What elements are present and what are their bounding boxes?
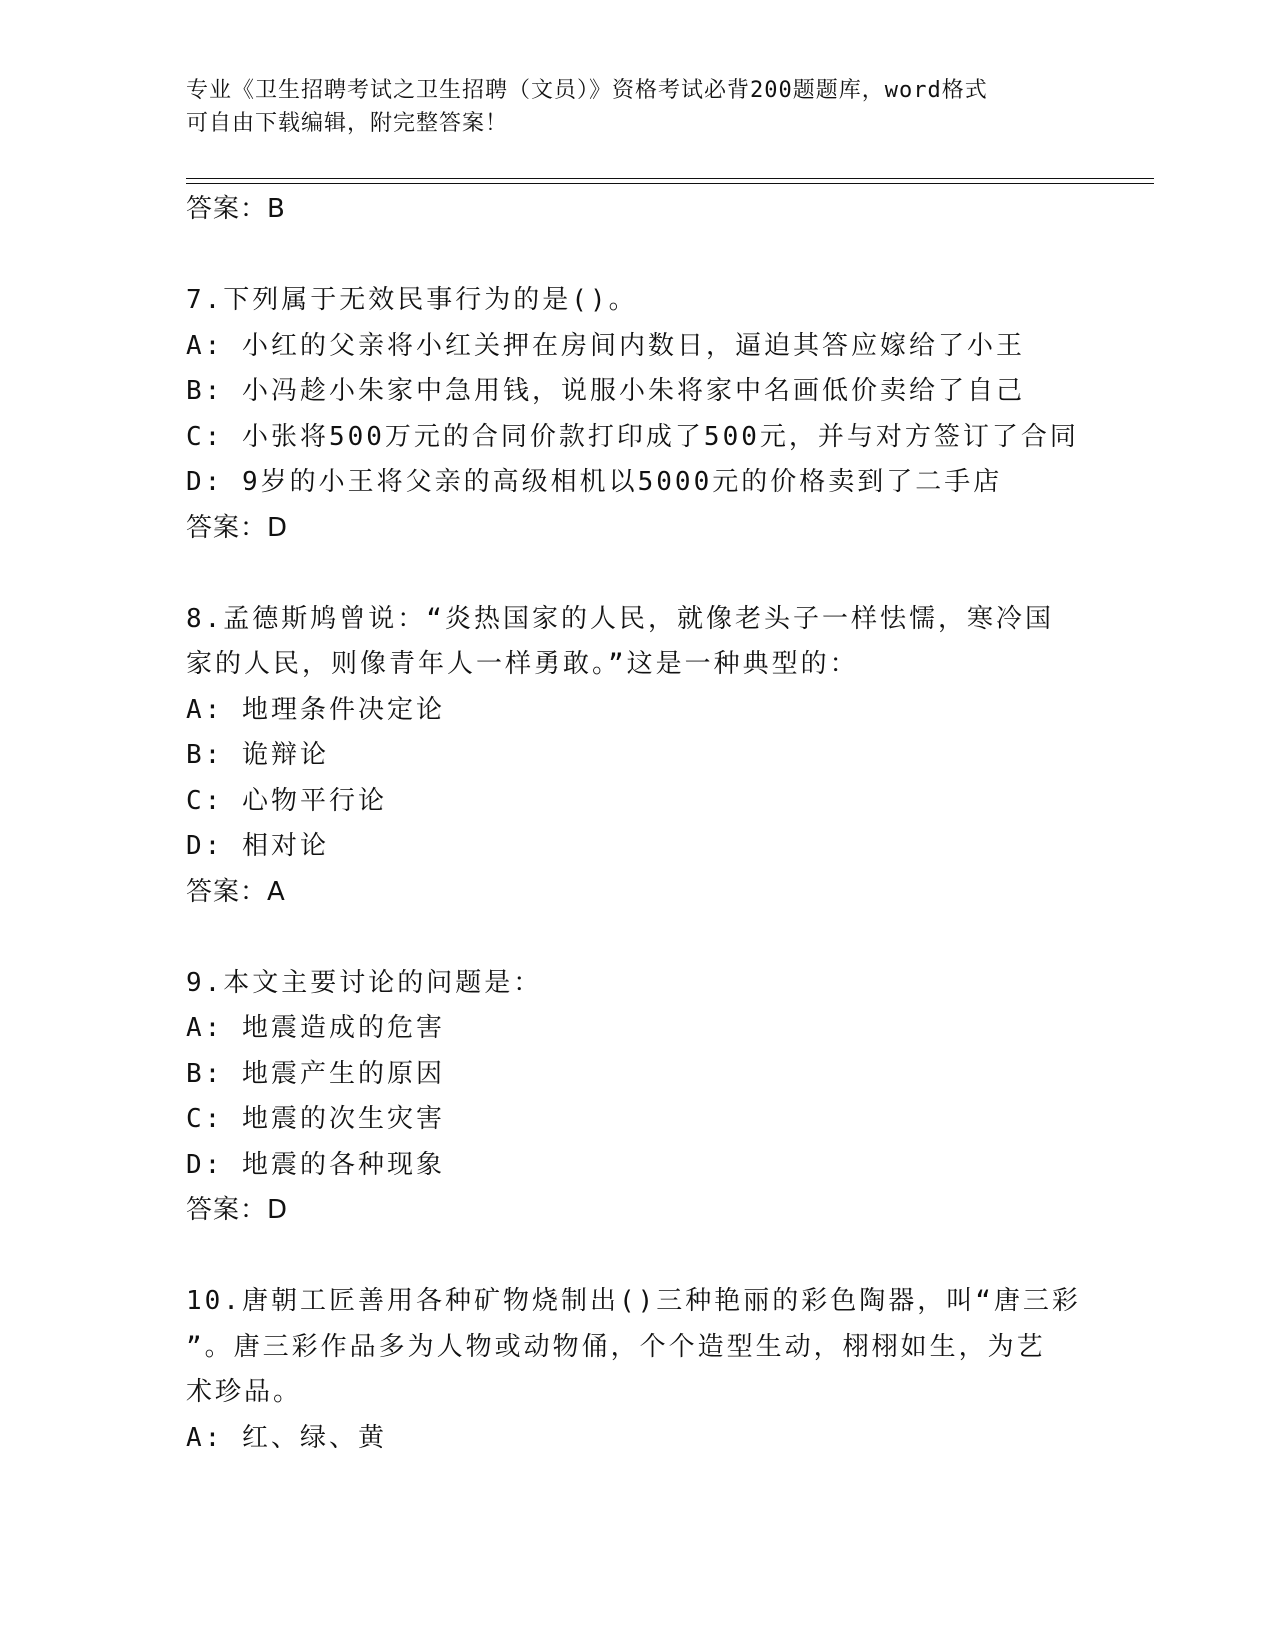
answer: 答案：D bbox=[186, 512, 289, 543]
header-divider-top bbox=[186, 178, 1154, 179]
option-c: C: 心物平行论 bbox=[186, 785, 387, 816]
question-8 bbox=[186, 597, 1086, 916]
option-d: D: 相对论 bbox=[186, 831, 329, 861]
question-stem: 术珍品。 bbox=[186, 1377, 303, 1407]
answer: 答案：D bbox=[186, 1195, 289, 1225]
option-a: A: 地理条件决定论 bbox=[186, 694, 445, 725]
question-stem: 家的人民，则像青年人一样勇敢。”这是一种典型的： bbox=[186, 649, 859, 679]
spacer bbox=[186, 551, 1086, 597]
header-line-1: 专业《卫生招聘考试之卫生招聘（文员）》资格考试必背200题题库，word格式 bbox=[186, 78, 988, 103]
option-d: D: 地震的各种现象 bbox=[186, 1149, 445, 1180]
question-stem: 10.唐朝工匠善用各种矿物烧制出()三种艳丽的彩色陶器，叫“唐三彩 bbox=[186, 1286, 1081, 1316]
question-stem: 8.孟德斯鸠曾说：“炎热国家的人民，就像老头子一样怯懦，寒冷国 bbox=[186, 603, 1054, 634]
header-line-2: 可自由下载编辑，附完整答案！ bbox=[186, 111, 509, 136]
question-stem: ”。唐三彩作品多为人物或动物俑，个个造型生动，栩栩如生，为艺 bbox=[186, 1331, 1046, 1362]
spacer bbox=[186, 233, 1086, 279]
option-b: B: 诡辩论 bbox=[186, 740, 329, 770]
spacer bbox=[186, 915, 1086, 961]
question-7 bbox=[186, 278, 1086, 551]
option-a: A: 小红的父亲将小红关押在房间内数日，逼迫其答应嫁给了小王 bbox=[186, 330, 1025, 361]
option-c: C: 小张将500万元的合同价款打印成了500元，并与对方签订了合同 bbox=[186, 421, 1079, 452]
question-list bbox=[186, 187, 1086, 1461]
question-9 bbox=[186, 961, 1086, 1234]
previous-answer: 答案：B bbox=[186, 194, 286, 224]
question-10 bbox=[186, 1279, 1086, 1461]
question-stem: 7.下列属于无效民事行为的是()。 bbox=[186, 285, 638, 315]
question-stem: 9.本文主要讨论的问题是： bbox=[186, 967, 543, 998]
option-d: D: 9岁的小王将父亲的高级相机以5000元的价格卖到了二手店 bbox=[186, 467, 1003, 497]
option-b: B: 地震产生的原因 bbox=[186, 1058, 445, 1089]
document-header bbox=[186, 74, 1066, 140]
header-divider-bottom bbox=[186, 183, 1154, 184]
spacer bbox=[186, 1234, 1086, 1280]
option-a: A: 地震造成的危害 bbox=[186, 1013, 445, 1043]
option-a: A: 红、绿、黄 bbox=[186, 1422, 387, 1453]
option-b: B: 小冯趁小朱家中急用钱，说服小朱将家中名画低价卖给了自己 bbox=[186, 376, 1025, 406]
option-c: C: 地震的次生灾害 bbox=[186, 1104, 445, 1134]
answer: 答案：A bbox=[186, 876, 286, 907]
